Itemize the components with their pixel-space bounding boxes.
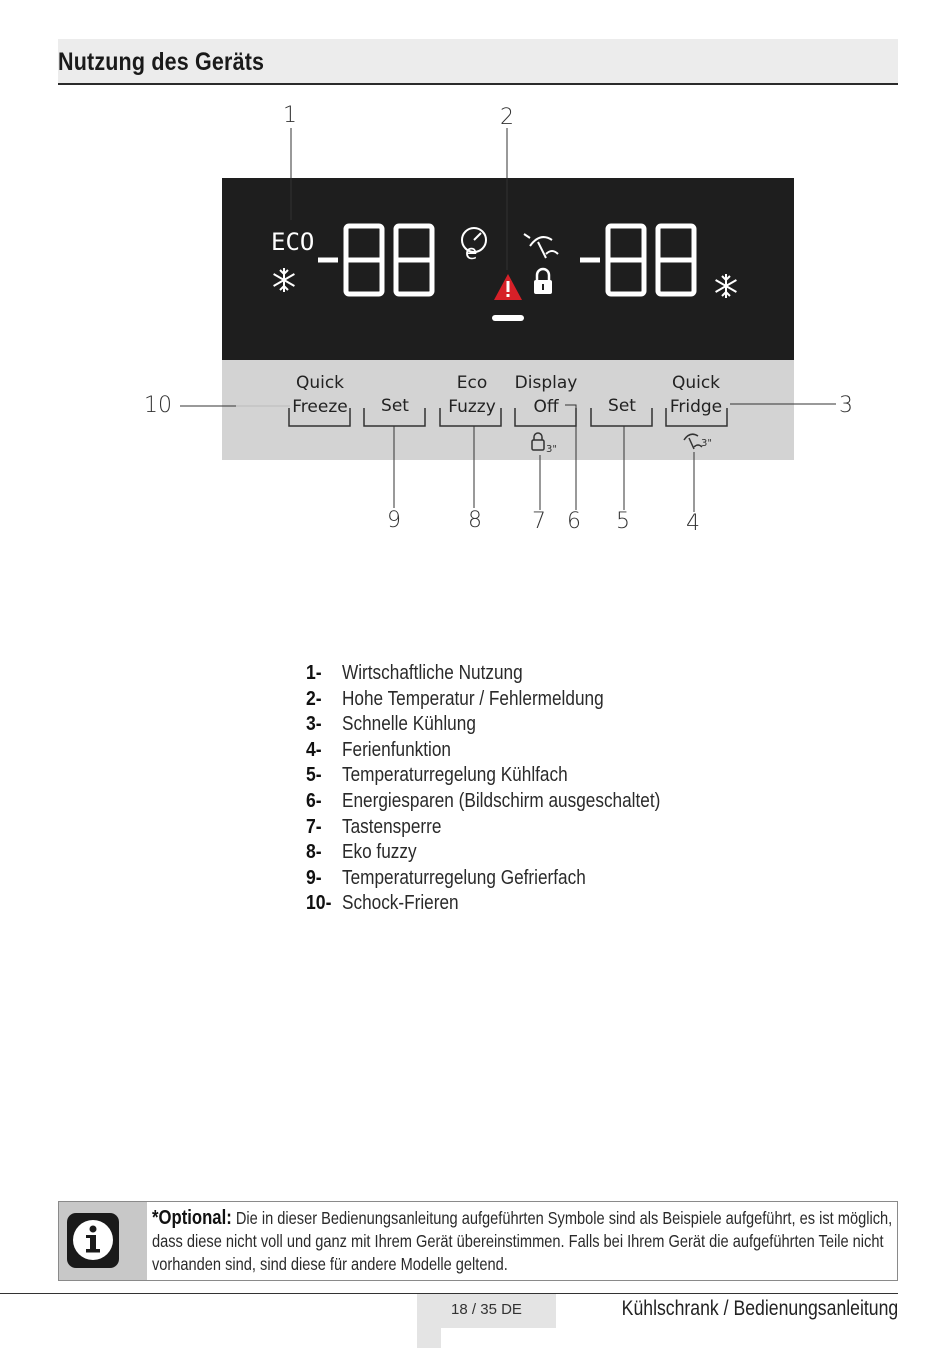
callout-6: 6 bbox=[567, 509, 581, 534]
legend-item: 4- Ferienfunktion bbox=[306, 738, 452, 761]
eco-indicator: ECO bbox=[271, 228, 315, 256]
svg-text:e: e bbox=[465, 240, 478, 264]
legend-item: 10- Schock-Frieren bbox=[306, 892, 459, 915]
page-number: 18 / 35 DE bbox=[451, 1301, 522, 1318]
legend-item: 9- Temperaturregelung Gefrierfach bbox=[306, 866, 586, 889]
legend-item: 1- Wirtschaftliche Nutzung bbox=[306, 662, 523, 684]
freezer-set-label: Set bbox=[381, 396, 409, 416]
legend-item: 2- Hohe Temperatur / Fehlermeldung bbox=[306, 687, 604, 710]
info-icon bbox=[59, 1202, 147, 1280]
control-panel-diagram bbox=[0, 90, 950, 550]
info-icon-cell bbox=[59, 1202, 147, 1280]
quick-freeze-label-1: Quick bbox=[295, 373, 345, 393]
callout-8: 8 bbox=[468, 508, 482, 533]
indicator-bar bbox=[492, 315, 524, 321]
page-title: Nutzung des Geräts bbox=[58, 48, 265, 76]
section-header bbox=[58, 39, 898, 85]
callout-2: 2 bbox=[500, 105, 514, 130]
optional-note-text bbox=[152, 1207, 904, 1276]
quick-freeze-label-2: Freeze bbox=[292, 397, 348, 417]
callout-9: 9 bbox=[387, 508, 401, 533]
svg-text:3": 3" bbox=[546, 444, 557, 455]
callout-1: 1 bbox=[283, 103, 297, 128]
callout-3: 3 bbox=[839, 393, 853, 418]
svg-text:3": 3" bbox=[701, 438, 712, 449]
legend-item: 7- Tastensperre bbox=[306, 815, 442, 838]
legend-item: 5- Temperaturregelung Kühlfach bbox=[306, 764, 568, 787]
legend-item: 3- Schnelle Kühlung bbox=[306, 713, 476, 736]
legend-item: 6- Energiesparen (Bildschirm ausgeschaltet) bbox=[306, 789, 661, 812]
quick-fridge-label-2: Fridge bbox=[669, 397, 723, 417]
display-off-label-1: Display bbox=[514, 373, 578, 393]
legend-list bbox=[306, 662, 786, 918]
callout-5: 5 bbox=[616, 509, 630, 534]
callout-4: 4 bbox=[686, 511, 700, 536]
callout-10: 10 bbox=[144, 393, 172, 418]
callout-7: 7 bbox=[532, 509, 546, 534]
legend-item: 8- Eko fuzzy bbox=[306, 841, 417, 864]
eco-fuzzy-label-1: Eco bbox=[456, 373, 488, 393]
optional-note-box bbox=[58, 1201, 898, 1281]
display-off-label-2: Off bbox=[533, 397, 559, 417]
page-number-tab-lower bbox=[417, 1328, 441, 1348]
footer-title: Kühlschrank / Bedienungsanleitung bbox=[621, 1297, 898, 1320]
optional-body: Die in dieser Bedienungsanleitung aufgeführten Symbole sind als Beispiele aufgeführt, es ist möglich, dass diese nicht voll und ganz mit Ihrem Gerät übereinstimmen. Falls bei Ihrem Gerät die aufgeführten Teile nicht vorhanden sind, sind diese für andere Modelle geltend. bbox=[152, 1208, 893, 1274]
quick-fridge-label-1: Quick bbox=[671, 373, 721, 393]
optional-label: *Optional: bbox=[152, 1207, 232, 1229]
eco-fuzzy-label-2: Fuzzy bbox=[448, 397, 496, 417]
display-screen bbox=[222, 178, 794, 360]
fridge-set-label: Set bbox=[608, 396, 636, 416]
